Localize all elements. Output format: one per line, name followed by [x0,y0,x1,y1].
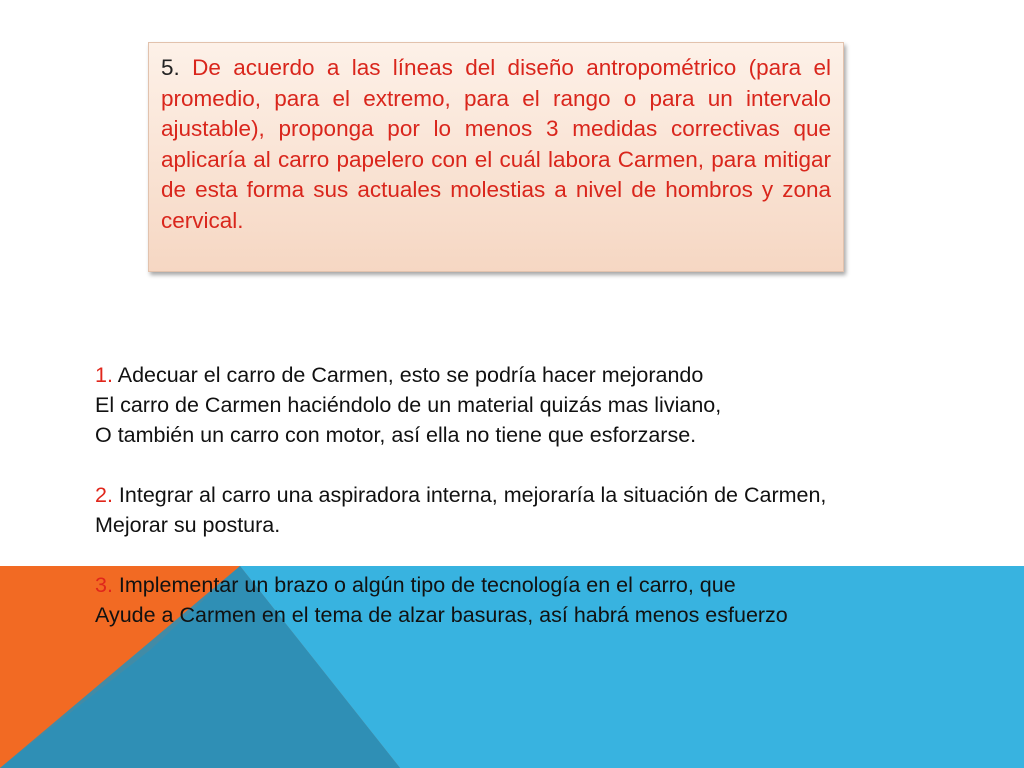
answer-text: Integrar al carro una aspiradora interna, mejoraría la situación de Carmen, [118,483,827,507]
question-number: 5. [161,55,180,80]
answer-line [95,360,995,390]
answer-line: Mejorar su postura. [95,513,281,537]
question-body: De acuerdo a las líneas del diseño antropométrico (para el promedio, para el extremo, para el rango o para un intervalo ajustable), proponga por lo menos 3 medidas correctivas que aplicaría al carro papelero con el cuál labora Carmen, para mitigar de esta forma sus actuales molestias a nivel de hombros y zona cervical. [161,55,831,233]
answer-item-2 [95,480,995,540]
answer-line [95,570,995,600]
answer-text: Adecuar el carro de Carmen, esto se podría hacer mejorando [112,363,704,387]
answer-item-3 [95,570,995,630]
answer-number: 2. [95,483,113,507]
question-box [148,42,844,272]
answers-list [95,360,995,660]
question-text [161,53,831,236]
answer-number: 1. [95,363,113,387]
answer-text: Implementar un brazo o algún tipo de tecnología en el carro, que [118,573,736,597]
answer-number: 3. [95,573,113,597]
answer-line [95,480,995,510]
answer-line: O también un carro con motor, así ella no tiene que esforzarse. [95,423,697,447]
answer-item-1 [95,360,995,450]
answer-line: El carro de Carmen haciéndolo de un material quizás mas liviano, [95,393,722,417]
answer-line: Ayude a Carmen en el tema de alzar basuras, así habrá menos esfuerzo [95,603,788,627]
